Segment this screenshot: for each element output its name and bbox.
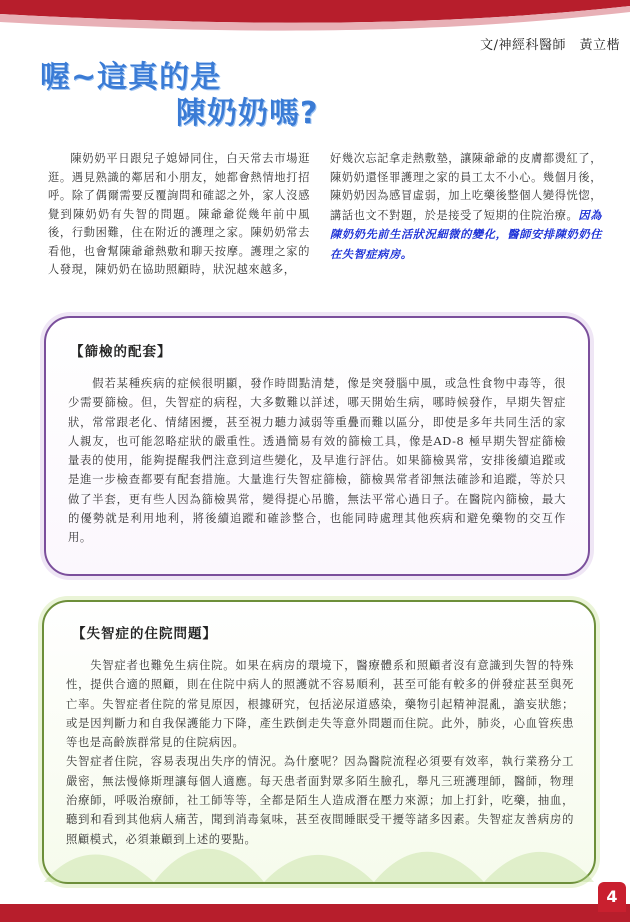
screening-section-title: 【篩檢的配套】 <box>70 344 172 360</box>
article-title-line2: 陳奶奶嗎? <box>176 96 319 131</box>
article-title-line1: 喔~這真的是 <box>40 60 222 95</box>
page-number: 4 <box>598 882 626 912</box>
footer-band <box>0 904 630 922</box>
screening-section-box <box>44 316 590 576</box>
hospitalization-section-box <box>42 600 596 884</box>
intro-left-column: 陳奶奶平日跟兒子媳婦同住，白天常去市場逛逛。遇見熟識的鄰居和小朋友，她都會熱情地打招呼。除了偶爾需要反覆詢問和確認之外，家人沒感覺到陳奶奶有失智的問題。陳爺爺從幾年前中風後，行動困難，住在附近的護理之家。陳奶奶常去看他，也會幫陳爺爺熱敷和聊天按摩。護理之家的人發現，陳奶奶在協助照顧時，狀況越來越多， <box>48 152 310 276</box>
screening-section-body: 假若某種疾病的症候很明顯，發作時間點清楚，像是突發腦中風，或急性食物中毒等，很少需要篩檢。但，失智症的病程，大多數難以詳述，哪天開始生病，哪時候發作，早期失智症狀，常常跟老化、情緒困擾，甚至視力聽力減弱等重疊而難以區分，即使是多年共同生活的家人親友，也可能忽略症狀的嚴重性。透過簡易有效的篩檢工具，像是AD-8 極早期失智症篩檢量表的使用，能夠提醒我們注意到這些變化，及早進行評估。如果篩檢異常，安排後續追蹤或是進一步檢查都要有配套措施。大量進行失智症篩檢，篩檢異常者卻無法確診和追蹤，等於只做了半套，更有些人因為篩檢異常，變得提心吊膽，無法平常心過日子。在醫院內篩檢，最大的優勢就是利用地利，將後續追蹤和確診整合，也能同時處理其他疾病和避免藥物的交互作用。 <box>68 377 566 545</box>
hospitalization-section-title: 【失智症的住院問題】 <box>72 626 217 642</box>
intro-right-text: 好幾次忘記拿走熱敷墊，讓陳爺爺的皮膚都燙紅了，陳奶奶還怪罪護理之家的員工太不小心。幾個月後，陳奶奶因為感冒虛弱，加上吃藥後整個人變得恍惚，講話也文不對題，於是接受了短期的住院治療。 <box>330 152 602 222</box>
hospitalization-section-body <box>66 656 574 849</box>
author-byline: 文/神經科醫師 黃立楷 <box>480 38 620 53</box>
hospitalization-paragraph-2: 失智症者住院，容易表現出失序的情況。為什麼呢？因為醫院流程必須要有效率，執行業務分工嚴密，無法慢條斯理讓每個人適應。每天患者面對眾多陌生臉孔，舉凡三班護理師，醫師，物理治療師，呼吸治療師，社工師等等，全都是陌生人造成潛在壓力來源；加上打針，吃藥，抽血，聽到和看到其他病人痛苦，聞到消毒氣味，甚至夜間睡眠受干擾等諸多因素。失智症友善病房的照顧模式，必須兼顧到上述的要點。 <box>66 755 574 846</box>
hospitalization-paragraph-1: 失智症者也難免生病住院。如果在病房的環境下，醫療體系和照顧者沒有意識到失智的特殊性，提供合適的照顧，則在住院中病人的照護就不容易順利，甚至可能有較多的併發症甚至與死亡率。失智症者住院的常見原因，根據研究，包括泌尿道感染，藥物引起精神混亂，譫妄狀態；或是因判斷力和自我保護能力下降，產生跌倒走失等意外問題而住院。此外，肺炎，心血管疾患等也是高齡族群常見的住院病因。 <box>66 659 574 750</box>
intro-highlight-text: 因為陳奶奶先前生活狀況細微的變化，醫師安排陳奶奶住在失智症病房。 <box>330 207 602 261</box>
intro-right-column <box>330 150 602 264</box>
